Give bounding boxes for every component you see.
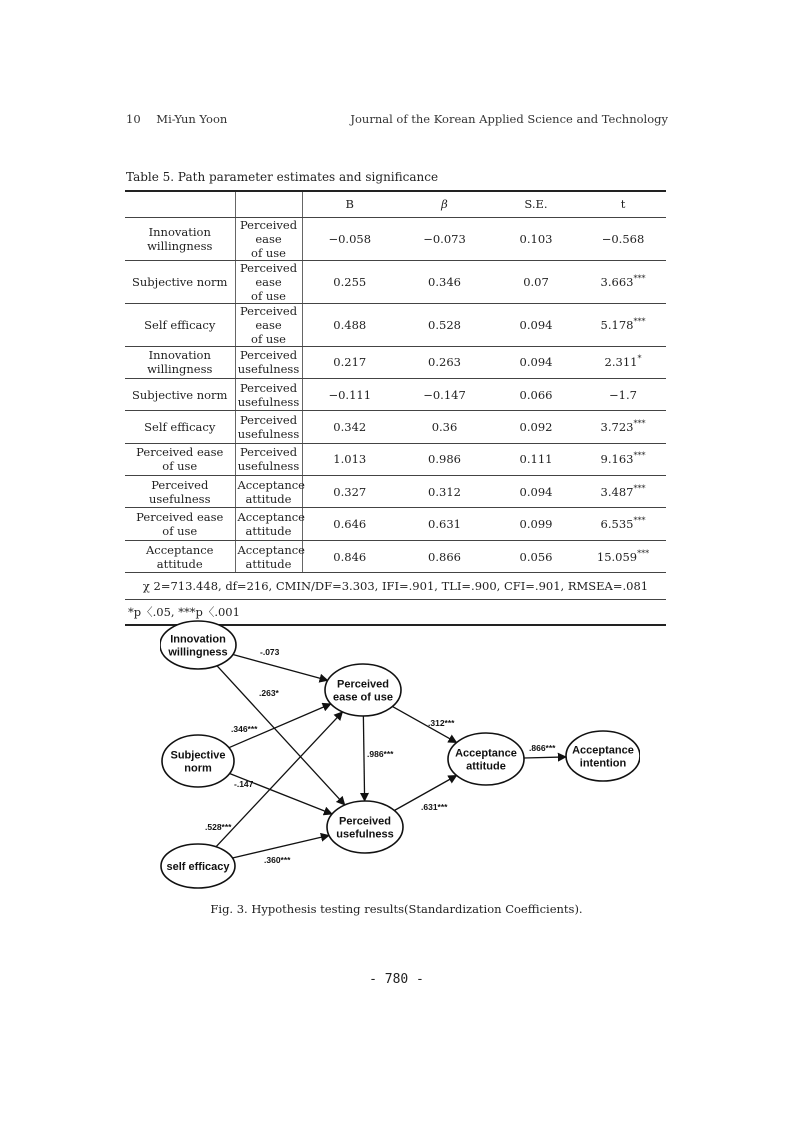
path-estimates-table: [125, 190, 666, 626]
cell-to: [235, 217, 302, 260]
significance-mark: ***: [633, 516, 646, 526]
header-empty: [235, 191, 302, 217]
cell-t: [580, 540, 666, 572]
significance-mark: ***: [633, 451, 646, 461]
path-coefficient-label: .866***: [529, 743, 556, 753]
node-label: Subjective: [170, 749, 226, 762]
col-header-t: t: [580, 191, 666, 217]
cell-b-text: 0.846: [333, 549, 367, 564]
cell-from: [125, 378, 235, 410]
cell-se-text: 0.094: [519, 355, 553, 370]
cell-from: [125, 476, 235, 508]
cell-t-text: 15.059: [596, 549, 638, 564]
figure-caption: Fig. 3. Hypothesis testing results(Standardization Coefficients).: [210, 902, 583, 916]
cell-t-text: 3.663: [600, 274, 634, 289]
cell-beta: [397, 508, 492, 540]
cell-b-text: 0.217: [333, 355, 367, 370]
cell-b: [302, 443, 397, 475]
table-row: [125, 540, 666, 572]
path-coefficient-label: -.073: [260, 647, 280, 657]
cell-to-text: Perceived ease: [239, 303, 298, 332]
cell-beta: [397, 476, 492, 508]
significance-mark: ***: [633, 483, 646, 493]
node-label: norm: [184, 762, 212, 775]
page-number-footer: - 780 -: [369, 972, 424, 987]
table-row: [125, 217, 666, 260]
cell-beta-text: −0.147: [423, 387, 466, 402]
significance-mark: *: [637, 354, 642, 364]
cell-t: [580, 508, 666, 540]
fit-row: [125, 573, 666, 600]
node-label: Innovation: [170, 633, 226, 646]
cell-from-text: Perceived ease: [136, 510, 224, 525]
cell-b-text: −0.058: [328, 231, 372, 246]
node-subjective: [162, 735, 234, 787]
cell-b: [302, 346, 397, 378]
cell-b-text: 0.327: [333, 484, 367, 499]
cell-t-text: −0.568: [601, 231, 645, 246]
cell-to: [235, 260, 302, 303]
cell-to-text: of use: [251, 245, 286, 260]
cell-from: [125, 217, 235, 260]
cell-b: [302, 378, 397, 410]
header-page-number: 10: [126, 112, 141, 126]
path-coefficient-label: .312***: [428, 718, 455, 728]
cell-t-text: 3.723: [600, 419, 634, 434]
cell-t-text: 3.487: [600, 484, 634, 499]
path-arrow-ease-to-usefulness: [363, 716, 364, 801]
cell-se-text: 0.092: [519, 419, 553, 434]
cell-t: [580, 378, 666, 410]
node-label: ease of use: [333, 691, 393, 704]
cell-from: [125, 508, 235, 540]
cell-to-text: usefulness: [237, 362, 300, 377]
significance-mark: ***: [633, 316, 646, 326]
cell-from-text: Subjective norm: [132, 387, 228, 402]
node-label: willingness: [168, 646, 228, 659]
node-ease: [325, 664, 401, 716]
node-label: Acceptance: [455, 747, 517, 760]
path-nodes: [160, 621, 640, 888]
cell-from: [125, 303, 235, 346]
cell-from-text: Subjective norm: [132, 274, 228, 289]
cell-to: [235, 508, 305, 540]
significance-mark: ***: [633, 273, 646, 283]
path-coefficient-label: .986***: [367, 749, 394, 759]
cell-to-text: Perceived: [239, 380, 298, 395]
path-coefficient-label: .263*: [259, 688, 279, 698]
col-header-b: B: [302, 191, 397, 217]
cell-b: [302, 217, 397, 260]
cell-beta: [397, 540, 492, 572]
cell-to-text: Acceptance: [237, 477, 305, 492]
significance-mark: ***: [633, 419, 646, 429]
cell-beta: [397, 260, 492, 303]
col-header-se: S.E.: [492, 191, 580, 217]
table-row: [125, 346, 666, 378]
path-coefficient-label: .528***: [205, 822, 232, 832]
cell-to-text: of use: [251, 288, 286, 303]
node-self: [161, 844, 235, 888]
cell-from-text: Perceived ease: [136, 445, 224, 460]
cell-t: [580, 411, 666, 443]
cell-from-text: willingness: [147, 238, 213, 253]
cell-from-text: of use: [162, 524, 198, 539]
cell-beta-text: 0.631: [428, 517, 461, 532]
cell-beta-text: 0.346: [428, 274, 461, 289]
table-caption: Table 5. Path parameter estimates and significance: [126, 170, 439, 184]
node-innovation: [160, 621, 236, 669]
cell-b-text: 0.342: [333, 419, 367, 434]
cell-beta-text: 0.36: [431, 419, 458, 434]
cell-b: [302, 260, 397, 303]
node-intention: [566, 731, 640, 781]
cell-to: [235, 303, 302, 346]
cell-to-text: attitude: [245, 556, 292, 571]
cell-se-text: 0.103: [519, 231, 553, 246]
cell-se: [492, 508, 580, 540]
cell-se: [492, 260, 580, 303]
cell-t-text: 6.535: [600, 517, 634, 532]
cell-to-text: Perceived ease: [239, 217, 298, 246]
path-arrow-innovation-to-ease: [233, 655, 328, 681]
cell-se: [492, 346, 580, 378]
path-diagram: [160, 620, 640, 895]
cell-to-text: usefulness: [237, 426, 300, 441]
cell-b-text: 0.255: [333, 274, 367, 289]
cell-beta-text: 0.986: [428, 452, 461, 467]
cell-t: [580, 303, 666, 346]
header-author: Mi-Yun Yoon: [156, 112, 228, 126]
cell-beta: [397, 217, 492, 260]
cell-from-text: Perceived usefulness: [149, 477, 211, 506]
cell-from-text: Self efficacy: [144, 419, 216, 434]
cell-se-text: 0.07: [523, 274, 549, 289]
cell-beta: [397, 346, 492, 378]
significance-note: *p〈.05, ***p〈.001: [125, 600, 666, 626]
cell-b: [302, 540, 397, 572]
cell-se: [492, 378, 580, 410]
cell-to-text: Acceptance: [237, 542, 305, 557]
node-label: Perceived: [337, 678, 389, 691]
cell-beta-text: −0.073: [423, 231, 466, 246]
cell-from-text: of use: [162, 459, 198, 474]
table-row: [125, 378, 666, 410]
table-row: [125, 476, 666, 508]
cell-to: [235, 476, 305, 508]
table-body: [125, 217, 666, 625]
cell-to-text: attitude: [245, 491, 292, 506]
cell-se: [492, 303, 580, 346]
node-label: attitude: [466, 760, 506, 773]
header-journal: Journal of the Korean Applied Science and Technology: [350, 112, 668, 126]
cell-t: [580, 346, 666, 378]
cell-to-text: Perceived: [239, 445, 298, 460]
cell-se: [492, 443, 580, 475]
col-header-beta: β: [397, 191, 492, 217]
cell-beta-text: 0.866: [428, 549, 461, 564]
table-row: [125, 303, 666, 346]
cell-t-text: 9.163: [600, 452, 634, 467]
node-label: Acceptance: [572, 744, 634, 757]
cell-se-text: 0.094: [519, 317, 553, 332]
cell-beta-text: 0.528: [428, 317, 461, 332]
cell-b: [302, 508, 397, 540]
cell-se-text: 0.066: [519, 387, 553, 402]
cell-to-text: of use: [251, 331, 286, 346]
cell-from-text: willingness: [147, 362, 213, 377]
table-row: [125, 508, 666, 540]
cell-b-text: 0.646: [333, 517, 367, 532]
cell-to-text: Acceptance: [237, 510, 305, 525]
fit-indices: [125, 573, 666, 600]
cell-to-text: Perceived: [239, 412, 298, 427]
path-coefficient-label: .631***: [421, 802, 448, 812]
cell-to-text: attitude: [245, 524, 292, 539]
cell-from: [125, 260, 235, 303]
node-label: self efficacy: [166, 861, 230, 873]
cell-to: [235, 378, 302, 410]
node-label: usefulness: [336, 828, 394, 841]
cell-from-text: Innovation: [148, 224, 211, 239]
cell-t: [580, 443, 666, 475]
fit-text: χ 2=713.448, df=216, CMIN/DF=3.303, IFI=.901, TLI=.900, CFI=.901, RMSEA=.081: [142, 579, 649, 594]
cell-beta: [397, 411, 492, 443]
cell-to-text: usefulness: [237, 394, 300, 409]
cell-from: [125, 540, 235, 572]
cell-se: [492, 217, 580, 260]
cell-beta: [397, 378, 492, 410]
cell-beta: [397, 443, 492, 475]
cell-to-text: usefulness: [237, 459, 300, 474]
cell-t: [580, 217, 666, 260]
cell-from: [125, 346, 235, 378]
cell-b: [302, 476, 397, 508]
node-attitude: [448, 733, 524, 785]
cell-from: [125, 411, 235, 443]
cell-to-text: Perceived ease: [239, 260, 298, 289]
table-row: [125, 260, 666, 303]
cell-se-text: 0.111: [519, 452, 553, 467]
node-usefulness: [327, 801, 403, 853]
cell-se-text: 0.094: [519, 484, 553, 499]
cell-t-text: −1.7: [609, 387, 637, 402]
cell-se: [492, 476, 580, 508]
path-arrow-attitude-to-intention: [524, 757, 566, 758]
node-label: Perceived: [339, 815, 391, 828]
cell-b-text: −0.111: [328, 387, 372, 402]
cell-t: [580, 260, 666, 303]
table-header-row: [125, 191, 666, 217]
cell-from-text: Innovation: [148, 348, 211, 363]
path-coefficient-label: .360***: [264, 855, 291, 865]
node-label: intention: [579, 757, 627, 770]
cell-to: [235, 443, 302, 475]
cell-from-text: Self efficacy: [144, 317, 216, 332]
cell-from: [125, 443, 235, 475]
cell-to: [235, 346, 302, 378]
cell-b: [302, 303, 397, 346]
cell-se: [492, 540, 580, 572]
significance-mark: ***: [637, 548, 650, 558]
path-coefficient-label: -.147: [234, 779, 254, 789]
cell-b-text: 1.013: [333, 452, 367, 467]
header-empty: [125, 191, 235, 217]
cell-from-text: Acceptance attitude: [146, 542, 214, 571]
cell-t-text: 5.178: [600, 317, 634, 332]
cell-se-text: 0.056: [519, 549, 553, 564]
cell-beta: [397, 303, 492, 346]
cell-t-text: 2.311: [604, 355, 638, 370]
cell-to: [235, 540, 305, 572]
path-coefficient-label: .346***: [231, 724, 258, 734]
cell-t: [580, 476, 666, 508]
cell-to-text: Perceived: [239, 348, 298, 363]
cell-se: [492, 411, 580, 443]
table-row: [125, 443, 666, 475]
table-row: [125, 411, 666, 443]
cell-beta-text: 0.263: [428, 355, 461, 370]
cell-to: [235, 411, 302, 443]
cell-b-text: 0.488: [333, 317, 367, 332]
cell-b: [302, 411, 397, 443]
cell-se-text: 0.099: [519, 517, 553, 532]
cell-beta-text: 0.312: [428, 484, 461, 499]
